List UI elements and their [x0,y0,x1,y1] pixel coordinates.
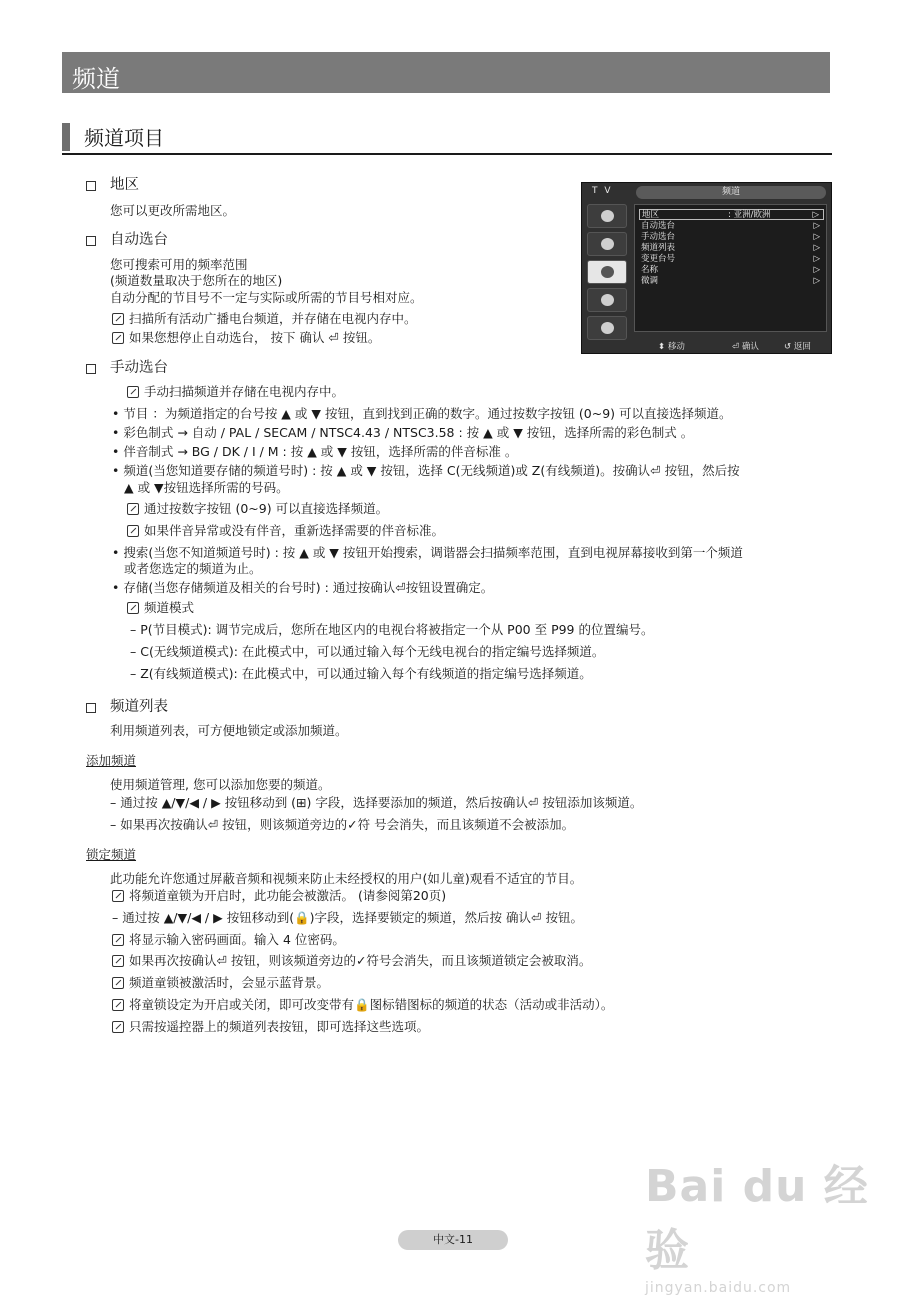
note-icon [112,934,124,946]
page-title: 频道 [72,65,120,93]
tv-menu-item: 微调 ▷ [641,276,820,286]
add-channel-title: 添加频道 [86,753,137,768]
manual-note: 如果伴音异常或没有伴音，重新选择需要的伴音标准。 [127,523,444,538]
tv-menu-item: 名称 ▷ [641,265,820,275]
manual-bullet: • 伴音制式 → BG / DK / I / M : 按 ▲ 或 ▼ 按钮，选择所需的伴音标准 。 [112,444,518,459]
lock-note: 如果再次按确认⏎ 按钮，则该频道旁边的✓符号会消失，而且该频道锁定会被取消。 [112,953,591,968]
sound-icon [587,232,627,256]
lock-note: 将显示输入密码画面。输入 4 位密码。 [112,932,345,947]
manual-bullet-cont: 或者您选定的频道为止。 [124,561,262,576]
note-icon [112,313,124,325]
manual-bullet: • 搜索(当您不知道频道号时) : 按 ▲ 或 ▼ 按钮开始搜索，调谐器会扫描频率范围，直到电视屏幕接收到第一个频道 [112,545,743,560]
lock-dash-line: – 通过按 ▲/▼/◀ / ▶ 按钮移动到(🔒)字段，选择要锁定的频道，然后按 确认⏎ 按钮。 [112,910,583,925]
note-icon [127,386,139,398]
manual-note: 通过按数字按钮 (0~9) 可以直接选择频道。 [127,501,388,516]
tv-label: T V [592,186,613,196]
checkbox-icon [86,236,96,246]
picture-icon [587,204,627,228]
mode-line: – Z(有线频道模式): 在此模式中，可以通过输入每个有线频道的指定编号选择频道。 [130,666,592,681]
manual-bullet: • 存储(当您存储频道及相关的台号时) : 通过按确认⏎按钮设置确定。 [112,580,494,595]
watermark-brand: Bai du 经验 [645,1161,869,1276]
lock-channel-title: 锁定频道 [86,847,137,862]
baidu-watermark [645,1150,905,1296]
manual-store-title: 手动选台 [110,360,168,376]
channel-icon [587,260,627,284]
section-marker [62,123,70,151]
note-icon [127,525,139,537]
note-icon [112,999,124,1011]
section-heading [62,121,832,155]
lock-note: 只需按遥控器上的频道列表按钮，即可选择这些选项。 [112,1019,429,1034]
note-icon [127,602,139,614]
lock-note: 将童锁设定为开启或关闭，即可改变带有🔒图标错图标的频道的状态（活动或非活动）。 [112,997,613,1012]
manual-bullet-cont: ▲ 或 ▼按钮选择所需的号码。 [124,480,289,495]
add-channel-line: 使用频道管理, 您可以添加您要的频道。 [110,777,331,792]
mode-line: – P(节目模式): 调节完成后，您所在地区内的电视台将被指定一个从 P00 至 P99 的位置编号。 [130,622,654,637]
region-title: 地区 [110,177,139,193]
lock-note: 将频道童锁为开启时，此功能会被激活。 (请参阅第20页) [112,888,446,903]
checkbox-icon [86,181,96,191]
watermark-url: jingyan.baidu.com [645,1280,792,1296]
page-number: 中文-11 [398,1230,508,1250]
region-desc: 您可以更改所需地区。 [110,203,236,218]
auto-store-line: 自动分配的节目号不一定与实际或所需的节目号相对应。 [110,290,423,305]
tv-menu-item: 手动选台 ▷ [641,232,820,242]
add-channel-line: – 如果再次按确认⏎ 按钮，则该频道旁边的✓符 号会消失，而且该频道不会被添加。 [110,817,575,832]
auto-store-line: (频道数量取决于您所在的地区) [110,273,283,288]
note-icon [127,503,139,515]
page-title-bar [62,52,830,93]
mode-line: – C(无线频道模式): 在此模式中，可以通过输入每个无线电视台的指定编号选择频道。 [130,644,605,659]
auto-store-title: 自动选台 [110,232,168,248]
tv-menu-screenshot [581,182,832,354]
lock-note: 频道童锁被激活时，会显示蓝背景。 [112,975,329,990]
manual-store-note: 手动扫描频道并存储在电视内存中。 [127,384,344,399]
add-channel-line: – 通过按 ▲/▼/◀ / ▶ 按钮移动到 (⊞) 字段，选择要添加的频道，然后按确认⏎ 按钮添加该频道。 [110,795,643,810]
manual-bullet: • 频道(当您知道要存储的频道号时) : 按 ▲ 或 ▼ 按钮，选择 C(无线频道)或 Z(有线频道)。按确认⏎ 按钮，然后按 [112,463,740,478]
tv-footer-move: ⬍ 移动 [658,342,685,352]
note-icon [112,955,124,967]
tv-menu-item: 自动选台 ▷ [641,221,820,231]
mode-note: 频道模式 [127,600,194,615]
tv-menu-item: 频道列表 ▷ [641,243,820,253]
auto-store-line: 您可搜索可用的频率范围 [110,257,248,272]
channel-list-title: 频道列表 [110,699,168,715]
auto-store-note: 扫描所有活动广播电台频道，并存储在电视内存中。 [112,311,417,326]
note-icon [112,332,124,344]
checkbox-icon [86,364,96,374]
auto-store-note: 如果您想停止自动选台， 按下 确认 ⏎ 按钮。 [112,330,380,345]
tv-menu-title: 频道 [636,186,826,199]
note-icon [112,977,124,989]
tv-menu-item: 地区 : 亚洲/欧洲 ▷ [639,209,824,220]
note-icon [112,890,124,902]
tv-menu-panel [634,204,827,332]
section-title: 频道项目 [84,126,164,150]
setup-icon [587,288,627,312]
input-icon [587,316,627,340]
note-icon [112,1021,124,1033]
tv-footer-back: ↺ 返回 [784,342,811,352]
manual-bullet: • 节目 ：为频道指定的台号按 ▲ 或 ▼ 按钮，直到找到正确的数字。通过按数字按钮 (0~9) 可以直接选择频道。 [112,406,732,421]
tv-menu-item: 变更台号 ▷ [641,254,820,264]
lock-channel-intro: 此功能允许您通过屏蔽音频和视频来防止未经授权的用户(如儿童)观看不适宜的节目。 [110,871,583,886]
tv-footer-enter: ⏎ 确认 [732,342,759,352]
checkbox-icon [86,703,96,713]
manual-bullet: • 彩色制式 → 自动 / PAL / SECAM / NTSC4.43 / NTSC3.58 : 按 ▲ 或 ▼ 按钮，选择所需的彩色制式 。 [112,425,694,440]
tv-menu-sidebar [587,204,630,340]
channel-list-desc: 利用频道列表，可方便地锁定或添加频道。 [110,723,348,738]
